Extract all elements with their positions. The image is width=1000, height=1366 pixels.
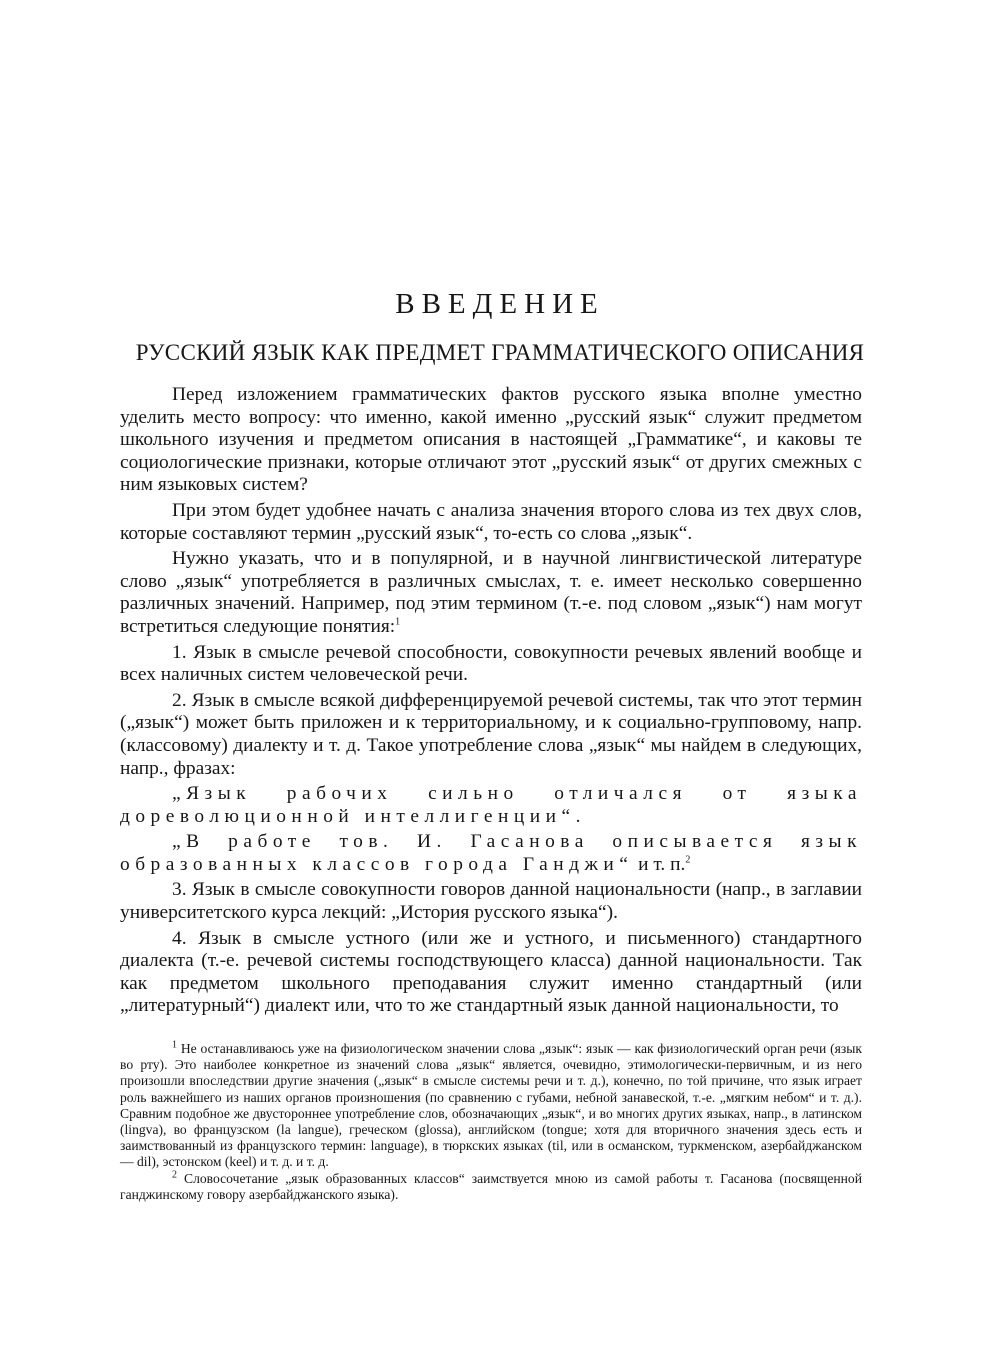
footnotes (120, 1041, 862, 1203)
footnote-ref-1[interactable]: 1 (395, 616, 401, 628)
chapter-heading: ВВЕДЕНИЕ (395, 288, 605, 320)
chapter-subheading: РУССКИЙ ЯЗЫК КАК ПРЕДМЕТ ГРАММАТИЧЕСКОГО ОПИСАНИЯ (135, 340, 865, 365)
paragraph-example-1: „Язык рабочих сильно отличался от языка дореволюционной интеллигенции“. (120, 783, 862, 827)
paragraph-meaning-3: 3. Язык в смысле совокупности говоров данной национальности (напр., в заглавии университетского курса лекций: „История русского языка“). (120, 879, 862, 924)
paragraph-meaning-4: 4. Язык в смысле устного (или же и устного, и письменного) стандартного диалекта (т.-е. речевой системы господствующего класса) данной национальности. Так как предметом школьного преподавания служит именно стандартный (или „литературный“) диалект или, что то же стандартный язык данной национальности, то (120, 927, 862, 1017)
paragraph-meaning-1: 1. Язык в смысле речевой способности, совокупности речевых явлений вообще и всех наличных систем человеческой речи. (120, 641, 862, 686)
footnote-1: $^1$ Не останавливаюсь уже на физиологическом значении слова „язык“: язык — как физиологический орган речи (язык во рту). Это наиболее конкретное из значений слова „язык“ является, очевидно, этимологически-первичным, и из него произошли впоследствии другие значения („язык“ в смысле системы речи и т. д.), конечно, по той причине, что язык играет роль важнейшего из наших органов произношения (по сравнению с губами, небной занавеской, т.-е. „мягким небом“ и т. д.). Сравним подобное же двустороннее употребление слов, обозначающих „язык“, и во многих других языках, напр., в латинском (lingva), во французском (la langue), греческом (glossa), английском (tongue; хотя для вторичного значения здесь есть и заимствованный из французского термин: language), в тюркских языках (til, или в османском, туркменском, азербайджанском — dil), эстонском (keel) и т. д. и т. д. (120, 1039, 862, 1170)
footnote-2: $^2$ Словосочетание „язык образованных классов“ заимствуется мною из самой работы т. Гасанова (посвященной ганджинскому говору азербайджанского языка). (120, 1169, 862, 1202)
paragraph-meaning-2: 2. Язык в смысле всякой дифференцируемой речевой системы, так что этот термин („язык“) может быть приложен и к территориальному, и к социально-групповому, напр. (классовому) диалекту и т. д. Такое употребление слова „язык“ мы найдем в следующих, напр., фразах: (120, 689, 862, 779)
paragraph-meanings: Нужно указать, что и в популярной, и в научной лингвистической литературе слово „язык“ употребляется в различных смыслах, т. е. имеет несколько совершенно различных значений. Например, под этим термином (т.-е. под словом „язык“) нам могут встретиться следующие понятия:$^1$ (120, 548, 862, 637)
paragraph-second-word: При этом будет удобнее начать с анализа значения второго слова из тех двух слов, которые составляют термин „русский язык“, то-есть со слова „язык“. (120, 499, 862, 544)
main-text (120, 384, 862, 1021)
paragraph-example-2: „В работе тов. И. Гасанова описывается язык образованных классов города Ганджи“ и т. п.$^2$ (120, 831, 862, 875)
paragraph-intro: Перед изложением грамматических фактов русского языка вполне уместно уделить место вопросу: что именно, какой именно „русский язык“ служит предметом школьного изучения и предметом описания в настоящей „Грамматике“, и каковы те социологические признаки, которые отличают этот „русский язык“ от других смежных с ним языковых систем? (120, 384, 862, 496)
footnote-ref-2[interactable]: 2 (685, 854, 691, 866)
